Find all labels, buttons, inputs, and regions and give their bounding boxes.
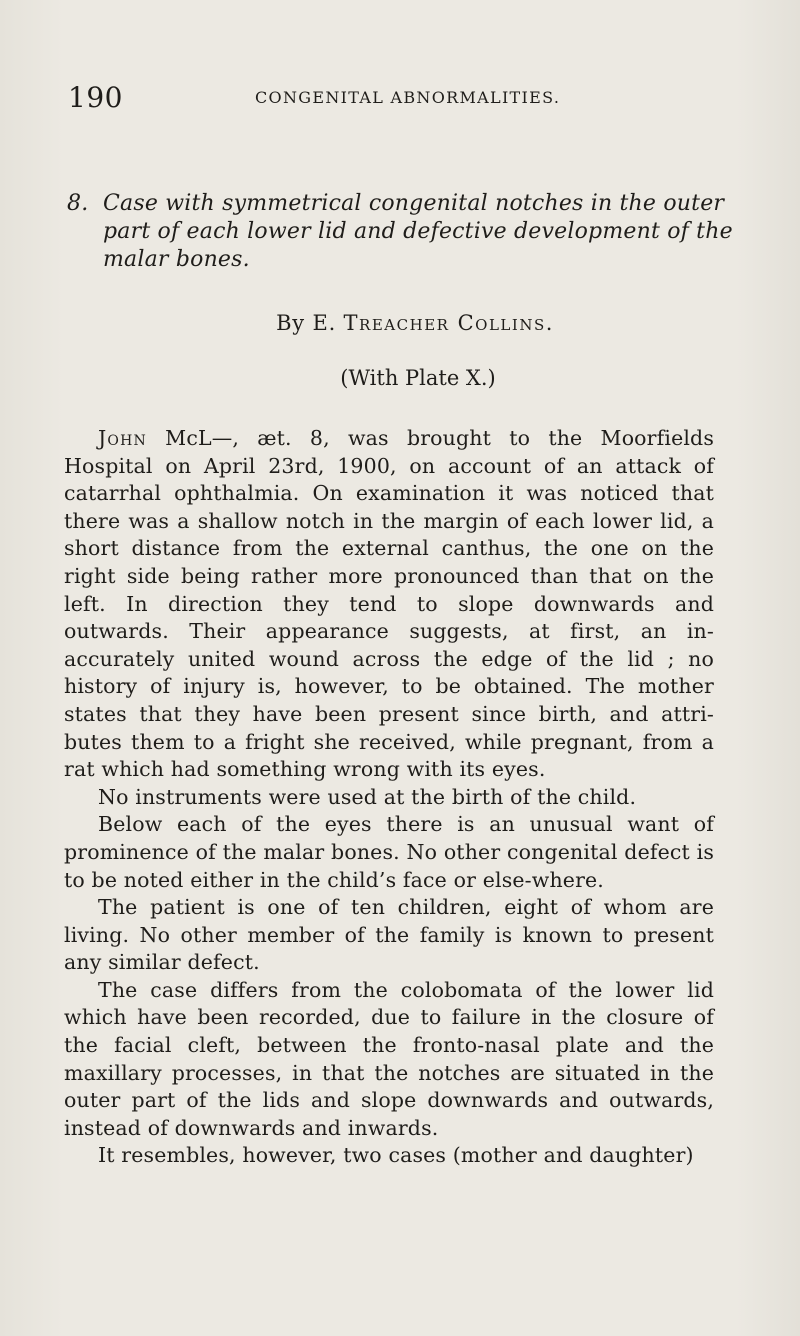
paragraph-text: The patient is one of ten children, eight of whom are living. No other member of the family is known to present any similar defect. [64, 895, 714, 975]
case-heading [67, 190, 742, 274]
paragraph [64, 425, 714, 784]
paragraph [64, 784, 714, 812]
running-head [0, 78, 800, 118]
paragraph-text: Below each of the eyes there is an unusual want of prominence of the malar bones. No other congenital defect is to be noted either in the child’s face or else-where. [64, 812, 714, 892]
paragraph-lead: John [98, 426, 147, 450]
page-number: 190 [68, 81, 123, 114]
case-number: 8. [67, 191, 89, 216]
plate-note: (With Plate X.) [340, 366, 496, 390]
author-byline [0, 309, 800, 337]
author-name: Treacher Collins. [343, 311, 554, 335]
paragraph [64, 977, 714, 1143]
paragraph-text: The case differs from the colobomata of the lower lid which have been recorded, due to failure in the closure of the facial cleft, between the fronto-nasal plate and the maxillary processes, in that the notches are situated in the outer part of the lids and slope downwards and outwards, instead of downwards and inwards. [64, 977, 714, 1140]
paragraph [64, 894, 714, 977]
article-body [64, 425, 714, 1170]
byline-prefix: By E. [276, 311, 337, 335]
case-title: Case with symmetrical congenital notches in the outer part of each lower lid and defective development of the malar bones. [103, 191, 733, 272]
paragraph [64, 1142, 714, 1170]
paragraph-text: No instruments were used at the birth of the child. [98, 784, 637, 809]
paragraph-text: McL—, æt. 8, was brought to the Moorfields Hospital on April 23rd, 1900, on account of an attack of catarrhal ophthalmia. On examination it was noticed that there was a shallow notch in the margin of each lower lid, a short distance from the external canthus, the one on the right side being rather more pronounced than that on the left. In direction they tend to slope downwards and outwards. Their appearance suggests, at first, an in-accurately united wound across the edge of the lid ; no history of injury is, however, to be obtained. The mother states that they have been present since birth, and attri-butes them to a fright she received, while pregnant, from a rat which had something wrong with its eyes. [64, 426, 714, 782]
running-title: CONGENITAL ABNORMALITIES. [255, 88, 561, 107]
paragraph [64, 811, 714, 894]
paragraph-text: It resembles, however, two cases (mother and daughter) [98, 1143, 694, 1168]
